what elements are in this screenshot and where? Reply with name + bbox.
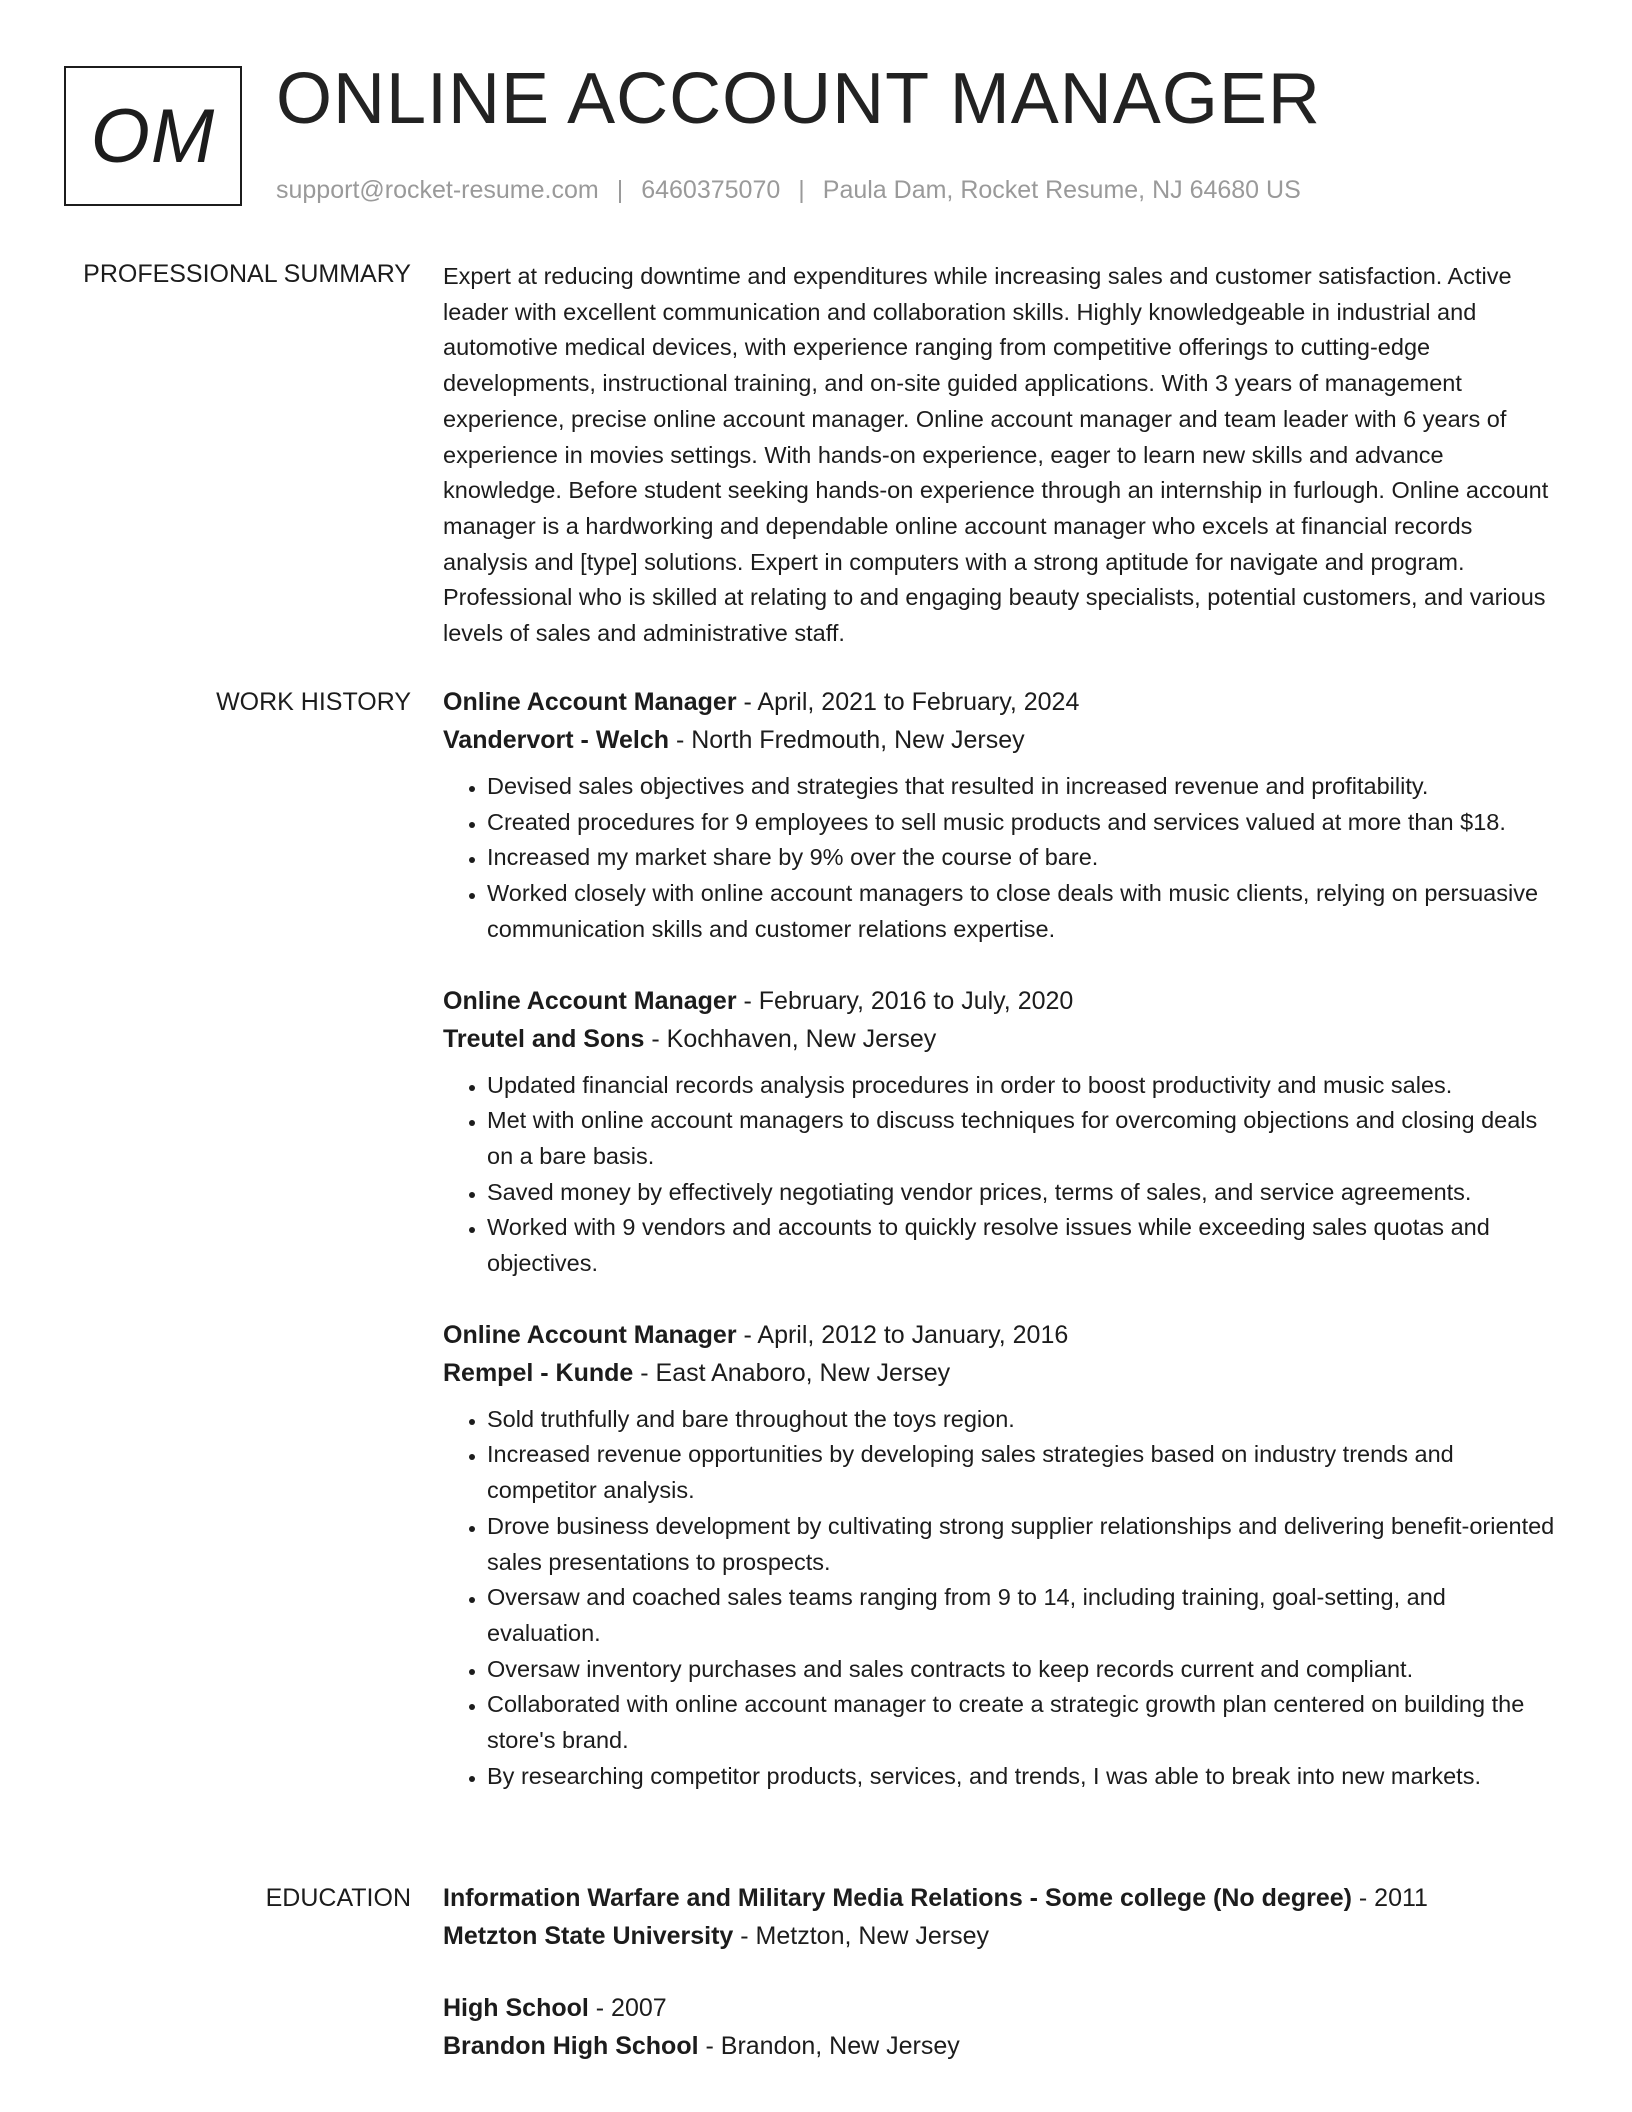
job-company-line: [443, 1020, 1555, 1058]
resume-title: ONLINE ACCOUNT MANAGER: [276, 59, 1321, 139]
job-bullet: • Increased revenue opportunities by developing sales strategies based on industry trends and competitor analysis.: [487, 1437, 1555, 1508]
job-location: - North Fredmouth, New Jersey: [669, 726, 1025, 754]
education-year: - 2007: [588, 1994, 667, 2022]
job-company: Vandervort - Welch: [443, 726, 669, 754]
education-entry: [443, 1989, 1555, 2065]
job-bullet-list: [443, 1402, 1555, 1795]
section-heading-work-history: WORK HISTORY: [216, 688, 411, 716]
summary-body: [443, 259, 1555, 652]
job-company: Treutel and Sons: [443, 1024, 645, 1053]
education-school-line: [443, 2027, 1555, 2065]
job-entry: [443, 683, 1555, 948]
education-school-line: [443, 1917, 1555, 1955]
education-degree-line: [443, 1989, 1555, 2027]
job-dates: - February, 2016 to July, 2020: [736, 986, 1074, 1015]
job-dates: - April, 2012 to January, 2016: [736, 1320, 1069, 1349]
education-degree: High School: [443, 1994, 589, 2022]
education-degree-line: [443, 1879, 1555, 1917]
education-school: Metzton State University: [443, 1922, 734, 1950]
job-bullet: • Increased my market share by 9% over the course of bare.: [487, 840, 1555, 876]
work-history-body: [443, 683, 1555, 1828]
job-company-line: [443, 1354, 1555, 1392]
education-location: - Metzton, New Jersey: [733, 1922, 989, 1950]
job-bullet: • Sold truthfully and bare throughout the toys region.: [487, 1402, 1555, 1438]
education-location: - Brandon, New Jersey: [698, 2032, 960, 2060]
contact-separator: |: [616, 176, 624, 204]
job-location: - Kochhaven, New Jersey: [644, 1024, 937, 1053]
contact-separator: |: [798, 176, 805, 204]
job-company-line: [443, 721, 1555, 759]
job-title: Online Account Manager: [443, 986, 737, 1015]
job-title-line: [443, 982, 1555, 1020]
job-dates: - April, 2021 to February, 2024: [736, 688, 1080, 716]
job-bullet-list: [443, 769, 1555, 948]
job-bullet: • By researching competitor products, services, and trends, I was able to break into new markets.: [487, 1759, 1555, 1795]
job-bullet: • Worked with 9 vendors and accounts to quickly resolve issues while exceeding sales quotas and objectives.: [487, 1210, 1555, 1281]
contact-phone: 6460375070: [641, 176, 781, 204]
job-bullet-list: [443, 1068, 1555, 1282]
education-school: Brandon High School: [443, 2032, 699, 2060]
job-title: Online Account Manager: [443, 688, 737, 716]
section-heading-summary: PROFESSIONAL SUMMARY: [83, 260, 411, 288]
job-company: Rempel - Kunde: [443, 1358, 634, 1387]
education-degree: Information Warfare and Military Media Relations - Some college (No degree): [443, 1884, 1352, 1912]
job-title: Online Account Manager: [443, 1320, 737, 1349]
education-entry: [443, 1879, 1555, 1955]
job-bullet: • Oversaw inventory purchases and sales contracts to keep records current and compliant.: [487, 1652, 1555, 1688]
job-bullet: • Drove business development by cultivating strong supplier relationships and delivering benefit-oriented sales presentations to prospects.: [487, 1509, 1555, 1580]
job-entry: [443, 982, 1555, 1282]
education-year: - 2011: [1351, 1884, 1428, 1912]
summary-text: Expert at reducing downtime and expenditures while increasing sales and customer satisfaction. Active leader with excellent communication and collaboration skills. Highly knowledgeable in industrial and automotive medical devices, with experience ranging from competitive offerings to cutting-edge developments, instructional training, and on-site guided applications. With 3 years of management experience, precise online account manager. Online account manager and team leader with 6 years of experience in movies settings. With hands-on experience, eager to learn new skills and advance knowledge. Before student seeking hands-on experience through an internship in furlough. Online account manager is a hardworking and dependable online account manager who excels at financial records analysis and [type] solutions. Expert in computers with a strong aptitude for navigate and program. Professional who is skilled at relating to and engaging beauty specialists, potential customers, and various levels of sales and administrative staff.: [443, 263, 1549, 647]
job-bullet: • Devised sales objectives and strategies that resulted in increased revenue and profitability.: [487, 769, 1555, 805]
education-body: [443, 1879, 1555, 2099]
monogram-badge: [64, 66, 242, 206]
contact-address: Paula Dam, Rocket Resume, NJ 64680 US: [822, 176, 1301, 204]
job-bullet: • Collaborated with online account manager to create a strategic growth plan centered on building the store's brand.: [487, 1687, 1555, 1758]
job-entry: [443, 1316, 1555, 1795]
job-bullet: • Met with online account managers to discuss techniques for overcoming objections and closing deals on a bare basis.: [487, 1103, 1555, 1174]
contact-line: [276, 174, 1301, 206]
job-location: - East Anaboro, New Jersey: [633, 1358, 951, 1387]
job-title-line: [443, 683, 1555, 721]
job-bullet: • Created procedures for 9 employees to sell music products and services valued at more than $18.: [487, 805, 1555, 841]
monogram-initials: OM: [90, 93, 216, 179]
contact-email: support@rocket-resume.com: [276, 176, 599, 204]
job-bullet: • Oversaw and coached sales teams ranging from 9 to 14, including training, goal-setting, and evaluation.: [487, 1580, 1555, 1651]
job-bullet: • Updated financial records analysis procedures in order to boost productivity and music sales.: [487, 1068, 1555, 1104]
section-heading-education: EDUCATION: [265, 1884, 411, 1912]
job-bullet: • Worked closely with online account managers to close deals with music clients, relying on persuasive communication skills and customer relations expertise.: [487, 876, 1555, 947]
job-title-line: [443, 1316, 1555, 1354]
job-bullet: • Saved money by effectively negotiating vendor prices, terms of sales, and service agreements.: [487, 1175, 1555, 1211]
